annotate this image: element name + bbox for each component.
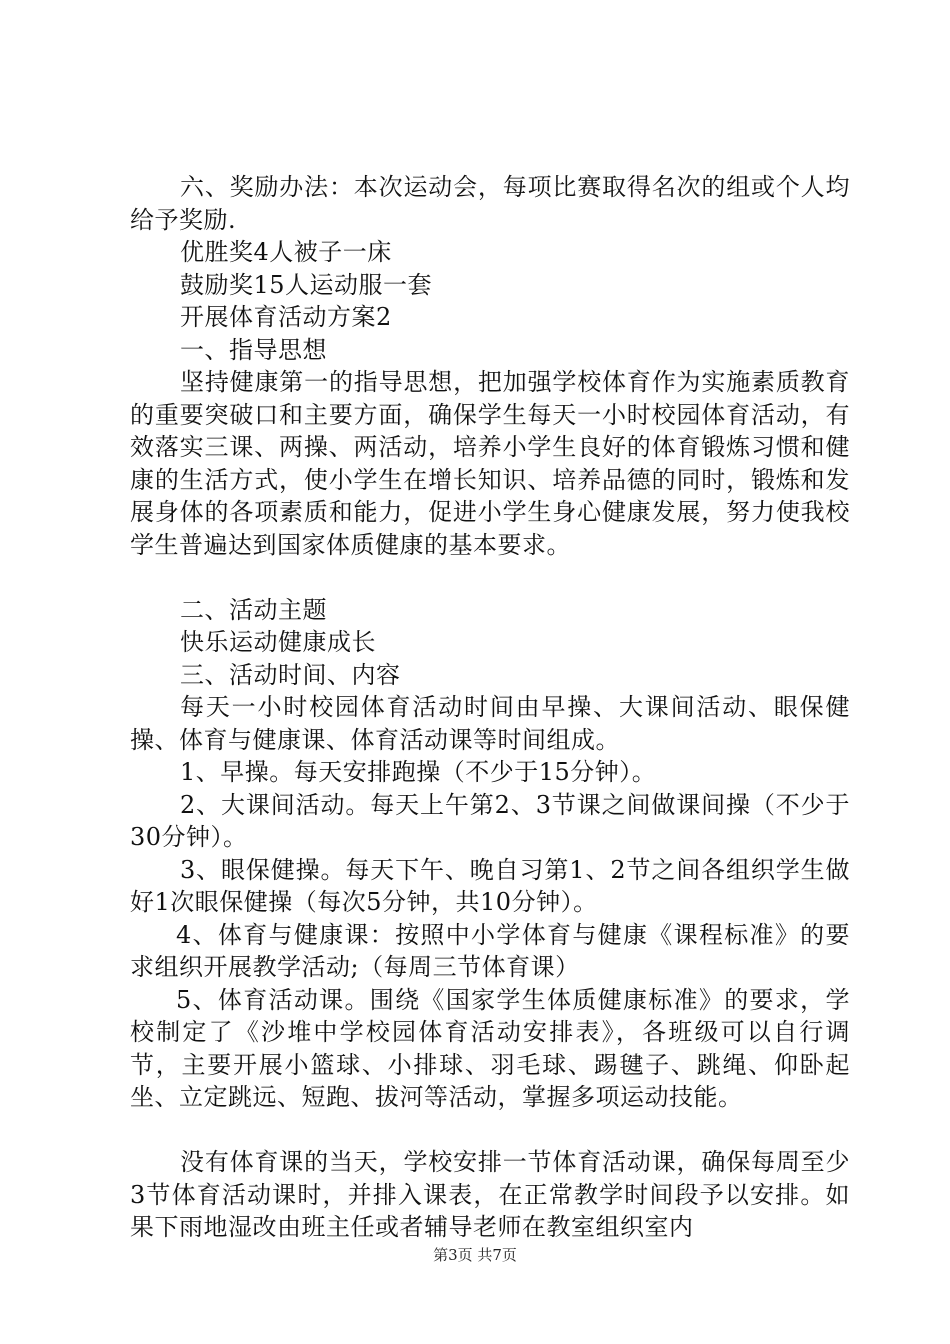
heading-activity-theme: 二、活动主题 xyxy=(180,595,327,624)
document-body xyxy=(130,171,850,1244)
list-item-eye-exercise: 3、眼保健操。每天下午、晚自习第1、2节之间各组织学生做好1次眼保健操（每次5分钟，共10分钟）。 xyxy=(130,855,850,916)
paragraph-excellence-award: 优胜奖4人被子一床 xyxy=(180,238,392,266)
paragraph-guiding-ideology: 坚持健康第一的指导思想，把加强学校体育作为实施素质教育的重要突破口和主要方面，确保学生每天一小时校园体育活动，有效落实三课、两操、两活动，培养小学生良好的体育锻炼习惯和健康的生活方式，使小学生在增长知识、培养品德的同时，锻炼和发展身体的各项素质和能力，促进小学生身心健康发展，努力使我校学生普遍达到国家体质健康的基本要求。 xyxy=(130,368,850,559)
list-item-pe-health-class: 4、体育与健康课：按照中小学体育与健康《课程标准》的要求组织开展教学活动;（每周三节体育课） xyxy=(130,920,850,981)
heading-activity-time-content: 三、活动时间、内容 xyxy=(180,660,401,689)
paragraph-gap xyxy=(130,561,850,594)
heading-guiding-ideology: 一、指导思想 xyxy=(180,335,327,364)
paragraph-daily-hour: 每天一小时校园体育活动时间由早操、大课间活动、眼保健操、体育与健康课、体育活动课等时间组成。 xyxy=(130,693,850,754)
paragraph-gap xyxy=(130,1114,850,1147)
list-item-morning-exercise: 1、早操。每天安排跑操（不少于15分钟）。 xyxy=(180,758,657,786)
list-item-big-break: 2、大课间活动。每天上午第2、3节课之间做课间操（不少于30分钟）。 xyxy=(130,790,850,851)
page-number-footer: 第3页 共7页 xyxy=(433,1246,517,1264)
section-title-plan-2: 开展体育活动方案2 xyxy=(180,303,392,331)
paragraph-no-pe-class-day: 没有体育课的当天，学校安排一节体育活动课，确保每周至少3节体育活动课时，并排入课表，在正常教学时间段予以安排。如果下雨地湿改由班主任或者辅导老师在教室组织室内 xyxy=(130,1148,850,1241)
paragraph-encouragement-award: 鼓励奖15人运动服一套 xyxy=(180,270,433,299)
paragraph-reward-method: 六、奖励办法：本次运动会，每项比赛取得名次的组或个人均给予奖励. xyxy=(130,173,850,234)
paragraph-activity-theme: 快乐运动健康成长 xyxy=(180,628,376,656)
list-item-pe-activity-class: 5、体育活动课。围绕《国家学生体质健康标准》的要求，学校制定了《沙堆中学校园体育活动安排表》，各班级可以自行调节，主要开展小篮球、小排球、羽毛球、踢毽子、跳绳、仰卧起坐、立定跳远、短跑、拔河等活动，掌握多项运动技能。 xyxy=(130,985,850,1111)
